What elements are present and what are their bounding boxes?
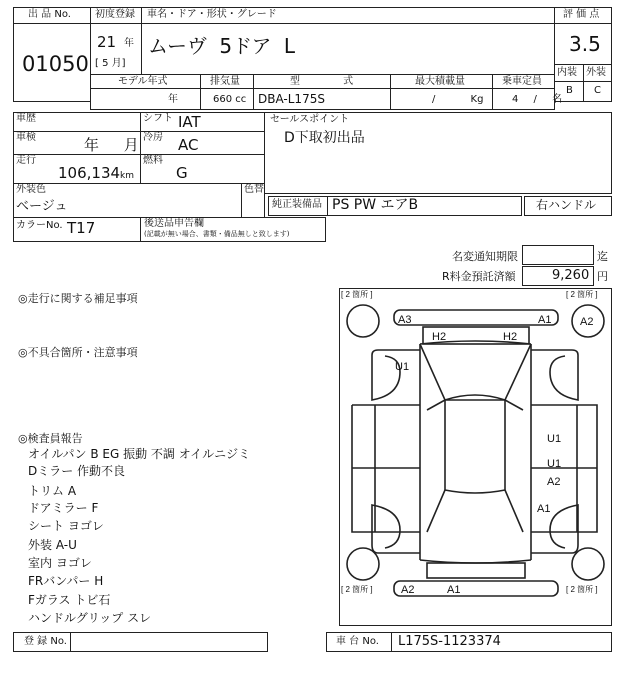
sales-point-value: D下取初出品 [284,130,365,146]
chassis-no-label: 車 台 No. [336,636,379,647]
car-name-label: 車名・ドア・形状・グレード [147,9,277,20]
displacement-value: 660 cc [213,94,247,105]
inspector-line: Fガラス トビ石 [28,593,111,607]
type-value: DBA-L175S [258,92,325,106]
divider [90,88,555,89]
corner-label: [ 2 箇所 ] [341,290,373,299]
fuel-value: G [176,164,188,182]
inspection-value: 年 月 [84,136,139,154]
divider [90,23,142,24]
exterior-grade: C [594,85,601,96]
inspector-line: FRバンパー H [28,574,104,588]
sales-point-label: セールスポイント [270,114,350,125]
damage-mark: A1 [447,584,461,596]
first-reg-label: 初度登録 [95,9,135,20]
inspector-line: 外装 A-U [28,538,77,552]
divider [241,183,242,218]
type-label: 型 式 [290,76,354,87]
inspector-title: ◎検査員報告 [18,432,83,445]
color-no-label: カラーNo. [16,220,63,231]
inspector-line: ハンドルグリップ スレ [28,611,152,625]
divider [391,632,392,652]
model-year-label: モデル年式 [118,76,168,87]
damage-mark: U1 [395,361,410,373]
name-change-box [522,245,594,265]
inspector-line: トリム A [28,484,77,498]
model-year-unit: 年 [168,94,178,105]
interior-grade: B [566,85,573,96]
car-name: ムーヴ 5ドア L [148,34,295,58]
history-label: 車歴 [16,113,36,124]
divider [13,23,91,24]
inspector-line: ドアミラー F [28,501,99,515]
recycle-value: 9,260 [552,268,590,283]
damage-mark: A2 [580,316,594,328]
registration-no-label: 登 録 No. [24,636,67,647]
damage-mark: A1 [537,503,551,515]
equipment-value: PS PW エアB [332,197,419,213]
shift-label: シフト [143,113,173,124]
inspector-line: 室内 ヨゴレ [28,556,92,570]
capacity-value: 4 / 名 [512,94,563,105]
max-load-label: 最大積載量 [415,76,465,87]
divider [70,632,71,652]
chassis-no-value: L175S-1123374 [398,634,501,649]
defects-title: ◎不具合箇所・注意事項 [18,346,138,359]
handle-value: 右ハンドル [536,198,597,212]
cooler-label: 冷房 [143,132,163,143]
divider [554,23,612,24]
car-damage-diagram [339,288,612,626]
post-doc-note: (記載が無い場合、書類・備品無しと致します) [144,230,290,238]
lot-label: 出 品 No. [28,9,71,20]
divider [492,74,493,110]
corner-label: [ 2 箇所 ] [566,290,598,299]
damage-mark: A2 [547,476,561,488]
inspector-line: オイルパン B EG 振動 不調 オイルニジミ [28,447,251,461]
divider [253,74,254,110]
post-doc-label: 後送品申告欄 [144,218,204,229]
damage-mark: U1 [547,458,562,470]
shift-value: IAT [178,113,201,131]
damage-mark: A2 [401,584,415,596]
inspector-line: シート ヨゴレ [28,519,104,533]
max-load-value: / Kg [432,94,484,105]
recolor-label: 色替 [244,184,264,195]
inspection-label: 車検 [16,132,36,143]
damage-mark: A3 [398,314,412,326]
color-no-value: T17 [67,219,96,237]
capacity-label: 乗車定員 [502,76,542,87]
cooler-value: AC [178,136,199,154]
lot-number: 01050 [22,52,89,76]
first-reg-month: [ 5 月] [95,58,126,69]
damage-mark: H2 [503,331,518,343]
fuel-label: 燃料 [143,155,163,166]
recycle-unit: 円 [597,270,608,283]
interior-label: 内装 [557,67,577,78]
divider [200,74,201,110]
inspector-line: Dミラー 作動不良 [28,464,126,478]
exterior-label: 外装 [586,67,606,78]
divider [141,23,555,24]
driving-remarks-title: ◎走行に関する補足事項 [18,292,138,305]
mileage-unit: km [120,171,134,181]
corner-label: [ 2 箇所 ] [566,585,598,594]
corner-label: [ 2 箇所 ] [341,585,373,594]
mileage-value: 106,134 [58,164,121,182]
first-reg-year: 21 [97,33,117,51]
damage-mark: U1 [547,433,562,445]
damage-mark: A1 [538,314,552,326]
rating-label: 評 価 点 [563,9,600,20]
rating-value: 3.5 [569,32,601,56]
name-change-unit: 迄 [597,250,608,263]
divider [583,64,584,102]
color-label: 外装色 [16,184,46,195]
equipment-label: 純正装備品 [272,199,322,210]
displacement-label: 排気量 [210,76,240,87]
recycle-label: R料金預託済額 [442,270,516,283]
damage-mark: H2 [432,331,447,343]
color-value: ベージュ [16,199,68,214]
mileage-label: 走行 [16,155,36,166]
divider [327,196,328,216]
name-change-label: 名変通知期限 [452,250,518,263]
divider [390,74,391,110]
first-reg-year-unit: 年 [124,38,134,49]
